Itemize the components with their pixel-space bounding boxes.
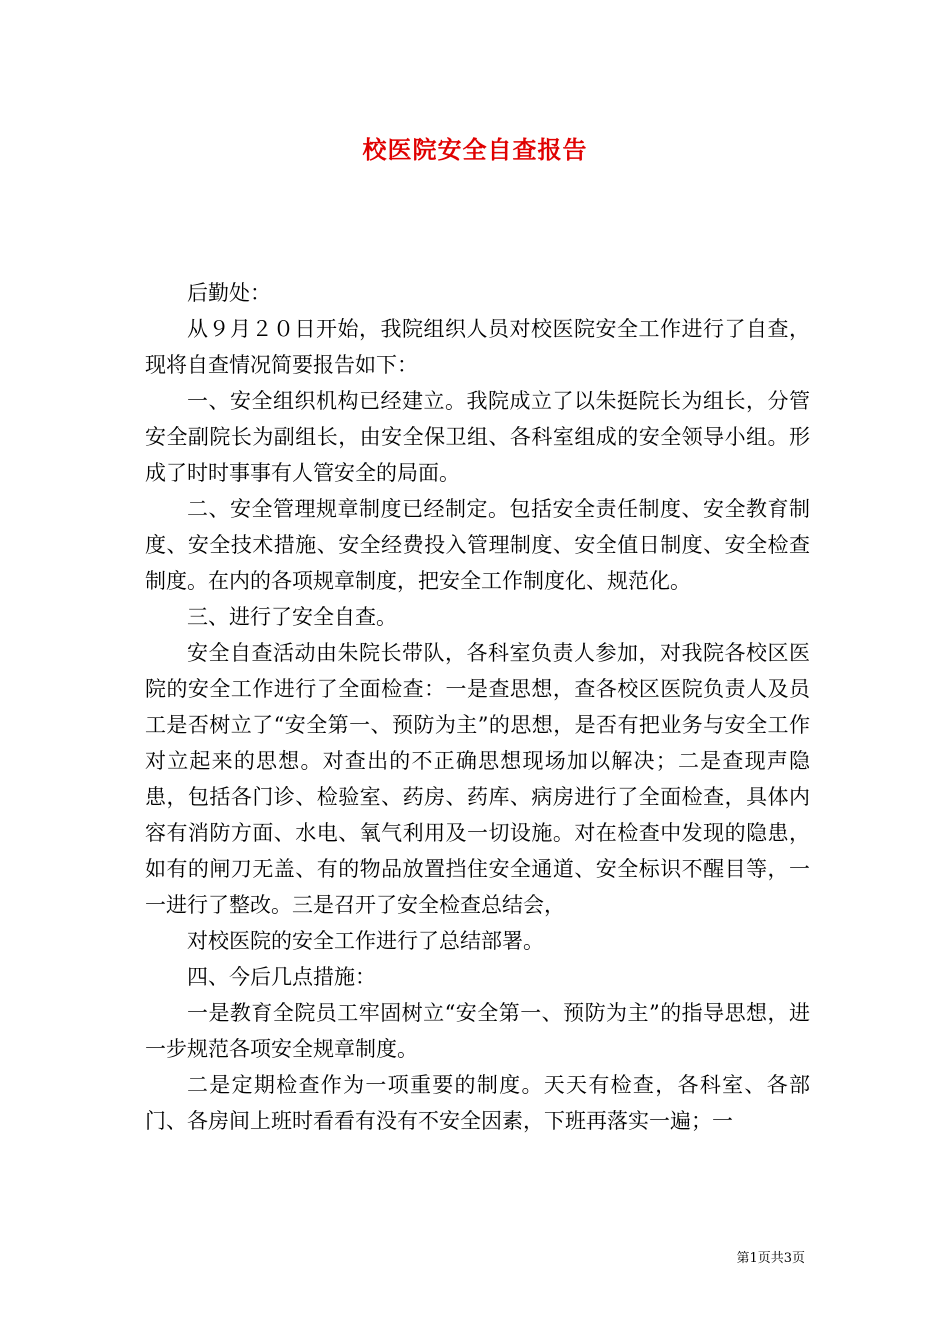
summary-paragraph: 对校医院的安全工作进行了总结部署。 (187, 929, 544, 953)
measure-one-paragraph: 一是教育全院员工牢固树立“安全第一、预防为主”的指导思想，进一步规范各项安全规章制度。 (145, 1001, 810, 1061)
section-three-heading: 三、进行了安全自查。 (187, 605, 397, 629)
page-number: 第1页共3页 (736, 1251, 805, 1266)
salutation-paragraph: 后勤处： (187, 281, 271, 305)
document-title: 校医院安全自查报告 (362, 135, 588, 164)
measure-two-paragraph: 二是定期检查作为一项重要的制度。天天有检查，各科室、各部门、各房间上班时看看有没有不安全因素，下班再落实一遍；一 (145, 1073, 810, 1133)
section-four-heading: 四、今后几点措施： (187, 965, 376, 989)
section-two-paragraph: 二、安全管理规章制度已经制定。包括安全责任制度、安全教育制度、安全技术措施、安全经费投入管理制度、安全值日制度、安全检查制度。在内的各项规章制度，把安全工作制度化、规范化。 (145, 497, 810, 593)
section-one-paragraph: 一、安全组织机构已经建立。我院成立了以朱挺院长为组长，分管安全副院长为副组长，由安全保卫组、各科室组成的安全领导小组。形成了时时事事有人管安全的局面。 (145, 389, 810, 485)
intro-paragraph: 从９月２０日开始，我院组织人员对校医院安全工作进行了自查，现将自查情况简要报告如下： (145, 317, 810, 377)
inspection-paragraph: 安全自查活动由朱院长带队，各科室负责人参加，对我院各校区医院的安全工作进行了全面检查：一是查思想，查各校区医院负责人及员工是否树立了“安全第一、预防为主”的思想，是否有把业务与安全工作对立起来的思想。对查出的不正确思想现场加以解决；二是查现声隐患，包括各门诊、检验室、药房、药库、病房进行了全面检查，具体内容有消防方面、水电、氧气利用及一切设施。对在检查中发现的隐患，如有的闸刀无盖、有的物品放置挡住安全通道、安全标识不醒目等，一一进行了整改。三是召开了安全检查总结会， (145, 641, 810, 917)
document-body (145, 275, 810, 1139)
